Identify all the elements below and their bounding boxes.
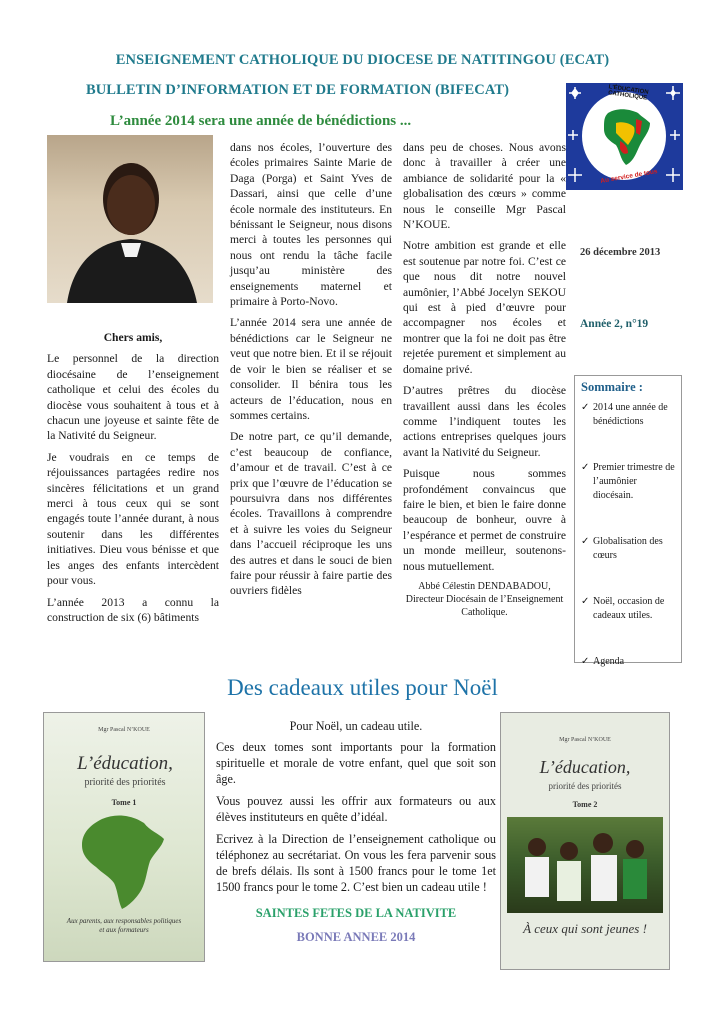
toc-item[interactable] — [581, 401, 677, 429]
col2-paragraph-3: De notre part, ce qu’il demande, c’est beaucoup de confiance, d’amour et de travail. C’est à ce prix que l’œuvre de l’éducation se poursuivra dans nos différentes écoles. Travaillons à comprendre et à suivre les voies du Seigneur dans l’accueil réciproque les uns des autres et dans le souci de bien faire pour réussir à faire partie des ouvriers fidèles — [230, 430, 392, 598]
book2-tome: Tome 2 — [572, 800, 598, 809]
table-of-contents — [574, 375, 682, 667]
book2-photo — [507, 817, 663, 913]
column-2 — [230, 140, 392, 605]
check-icon: ✓ — [581, 462, 590, 473]
book1-subtitle: priorité des priorités — [84, 777, 166, 788]
signature-name: Abbé Célestin DENDABADOU, — [418, 580, 551, 592]
col3-paragraph-4: Puisque nous sommes profondément convaincus que faire le bien, et bien le faire donne beaucoup de bonheur, ouvre à l’espérance et permet de construire un monde meilleur, soutenons-nous mutuellement. — [403, 467, 566, 573]
logo-arc-bottom: Au service de tous — [599, 168, 659, 185]
gifts-text — [216, 718, 496, 951]
col1-paragraph-2: Je voudrais en ce temps de réjouissances partagées redire nos sincères félicitations et un grand merci à tous ceux qui se sont engagés toute l’année durant, à nous soutenir dans les différentes initiatives. Dieu vous bénisse et que les anges des enfants intercèdent pour vous. — [47, 450, 219, 588]
toc-item-label: Noël, occasion de cadeaux utiles. — [593, 596, 665, 621]
portrait-figure-icon — [47, 135, 213, 303]
col3-paragraph-1: dans peu de choses. Nous avons donc à travailler à créer une ambiance de solidarité pour la « globalisation des cœurs » comme nous le conseille Mgr Pascal N’KOUE. — [403, 141, 566, 232]
gifts-paragraph-2: Vous pouvez aussi les offrir aux formateurs ou aux élèves instituteurs en quête d’idéal. — [216, 794, 496, 824]
africa-map-icon — [82, 813, 168, 909]
book1-author: Mgr Pascal N’KOUE — [98, 727, 150, 733]
toc-item-label: 2014 une année de bénédictions — [593, 402, 668, 427]
toc-item[interactable] — [581, 461, 677, 503]
toc-item-label: Globalisation des cœurs — [593, 536, 663, 561]
page-subtitle: L’année 2014 sera une année de bénédictions ... — [110, 113, 412, 129]
logo-arc-top: L'ÉDUCATION CATHOLIQUE — [607, 84, 649, 102]
col2-paragraph-1: dans nos écoles, l’ouverture des écoles primaires Sainte Marie de Daga (Porga) et Saint Yves de Dassari, ainsi que celle d’une école normale des instituteurs. En bénissant le Seigneur, nous disons merci à toutes les personnes qui nous ont rendu la tâche facile jusqu’au ministère des enseignements maternel et primaire à Porto-Novo. — [230, 141, 392, 309]
book2-subtitle: priorité des priorités — [548, 781, 622, 791]
greeting-nativity: SAINTES FETES DE LA NATIVITE — [255, 906, 457, 920]
gifts-paragraph-3: Ecrivez à la Direction de l’enseignement catholique ou téléphonez au secrétariat. On vous les fera parvenir sous de brefs délais. Ils sont à 1500 francs pour le tome 1et 1500 francs pour le tome 2. C’est bien un cadeau utile ! — [216, 832, 496, 894]
header-line1: ENSEIGNEMENT CATHOLIQUE DU DIOCESE DE NATITINGOU (ECAT) — [115, 52, 610, 68]
check-icon: ✓ — [581, 402, 590, 413]
signature — [403, 580, 566, 619]
book1-title: L’éducation, — [77, 753, 173, 774]
greeting: Chers amis, — [103, 331, 163, 344]
toc-item[interactable] — [581, 535, 677, 563]
greeting-new-year: BONNE ANNEE 2014 — [296, 930, 416, 944]
toc-item-label: Agenda — [593, 656, 625, 667]
column-3 — [403, 140, 566, 619]
gifts-paragraph-1: Ces deux tomes sont importants pour la formation spirituelle et morale de votre enfant, quel que soit son âge. — [216, 740, 496, 786]
toc-item[interactable] — [581, 655, 677, 669]
issue-date: 26 décembre 2013 — [580, 247, 661, 258]
header-line2: BULLETIN D’INFORMATION ET DE FORMATION (BIFECAT) — [85, 82, 510, 98]
gifts-lead: Pour Noël, un cadeau utile. — [289, 719, 423, 733]
signature-title: Directeur Diocésain de l’Enseignement Catholique. — [405, 593, 564, 618]
book2-dedication: À ceux qui sont jeunes ! — [523, 921, 647, 936]
students-photo-icon — [507, 817, 663, 913]
toc-item[interactable] — [581, 595, 677, 623]
col3-paragraph-3: D’autres prêtres du diocèse travaillent aussi dans les écoles comme l’indiquent toutes les actions entreprises quelques jours avant la Nativité du Seigneur. — [403, 384, 566, 459]
book1-dedication: Aux parents, aux responsables politiques et aux formateurs — [66, 917, 182, 934]
check-icon: ✓ — [581, 536, 590, 547]
book-cover-tome-1 — [43, 712, 205, 962]
check-icon: ✓ — [581, 656, 590, 667]
portrait-photo — [47, 135, 213, 303]
toc-list — [581, 401, 677, 669]
check-icon: ✓ — [581, 596, 590, 607]
book-cover-tome-2 — [500, 712, 670, 970]
toc-title: Sommaire : — [581, 380, 643, 394]
col2-paragraph-2: L’année 2014 sera une année de bénédictions car le Seigneur ne veut que notre bien. Et il se réjouit de voir le bien se réaliser et se consolider. Il bénira tous les acteurs de l’éducation, nous en sommes certains. — [230, 316, 392, 422]
ecat-logo — [566, 83, 683, 190]
col1-paragraph-3: L’année 2013 a connu la construction de six (6) bâtiments — [47, 595, 219, 624]
issue-number: Année 2, n°19 — [580, 318, 649, 330]
gifts-title: Des cadeaux utiles pour Noël — [227, 675, 498, 700]
book2-title: L’éducation, — [539, 757, 631, 777]
toc-item-label: Premier trimestre de l’aumônier diocésain. — [593, 462, 675, 501]
col1-paragraph-1: Le personnel de la direction diocésaine de l’enseignement catholique et celui des écoles du diocèse vous souhaitent à tous et à chacun une joyeuse et sainte fête de la Nativité du Seigneur. — [47, 352, 219, 443]
book2-author: Mgr Pascal N’KOUE — [559, 737, 611, 743]
column-1 — [47, 330, 219, 631]
book1-tome: Tome 1 — [111, 798, 137, 807]
col3-paragraph-2: Notre ambition est grande et elle est soutenue par notre foi. C’est ce que nous dit notre nouvel aumônier, l’Abbé Jocelyn SEKOU qui est à pied d’œuvre pour accompagner nos écoles et montrer que la foi ne doit pas être rejetée purement et simplement au domaine privé. — [403, 239, 566, 376]
